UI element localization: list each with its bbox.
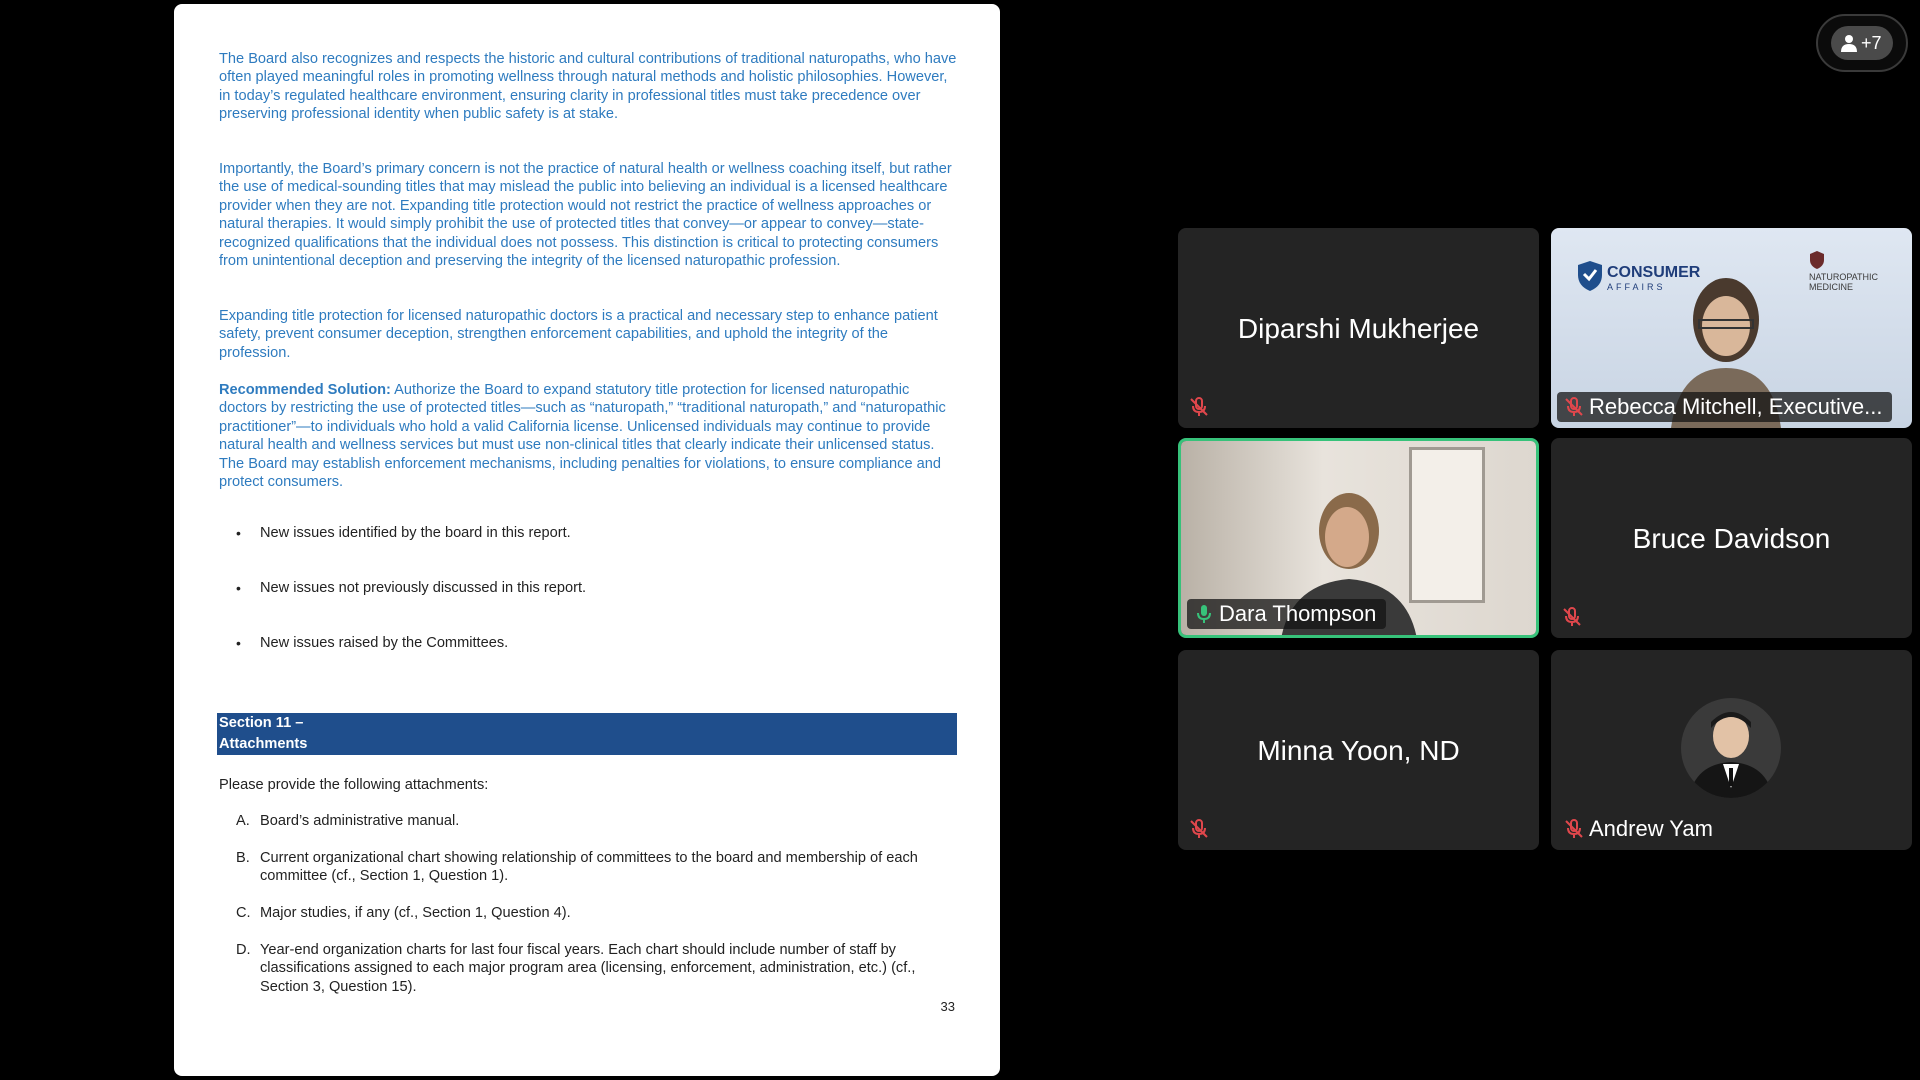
participant-tile-active-speaker[interactable] <box>1178 438 1539 638</box>
participant-name: Dara Thompson <box>1219 601 1377 626</box>
attachment-letter: A. <box>236 813 250 829</box>
participants-count-badge <box>1831 26 1893 60</box>
section-title-line1: Section 11 – <box>219 715 304 731</box>
participant-name-label <box>1557 392 1892 422</box>
doc-paragraph-1: The Board also recognizes and respects the historic and cultural contributions of traditional naturopaths, who have often played meaningful roles in promoting wellness through natural methods and holistic philosophies. However, in today’s regulated healthcare environment, ensuring clarity in professional titles must take precedence over preserving professional identity when public safety is at stake. <box>219 51 957 123</box>
participant-tile[interactable] <box>1551 228 1912 428</box>
bullet-item: • New issues identified by the board in this report. <box>236 524 936 579</box>
attachment-item <box>236 849 956 886</box>
active-mic-icon <box>1193 603 1215 625</box>
background-logo-subtext: AFFAIRS <box>1607 282 1666 292</box>
attachment-letter: D. <box>236 942 251 958</box>
attachment-item <box>236 904 956 922</box>
section-title-line2: Attachments <box>219 736 308 752</box>
recommended-solution-text: Authorize the Board to expand statutory title protection for licensed naturopathic doctors by restricting the use of protected titles—such as “naturopath,” “traditional naturopath,” and “naturopathic practitioner”—to individuals who hold a valid California license. Unlicensed individuals may continue to provide natural health and wellness services but must use non-clinical titles that clearly indicate their unlicensed status. The Board may establish enforcement mechanisms, including penalties for violations, to ensure compliance and protect consumers. <box>219 382 946 491</box>
attachment-item <box>236 812 956 830</box>
attachments-list <box>236 941 956 996</box>
attachments-intro: Please provide the following attachments: <box>219 777 489 793</box>
muted-mic-icon <box>1563 396 1585 418</box>
muted-mic-icon <box>1188 396 1210 418</box>
attachments-list <box>236 849 956 886</box>
muted-mic-icon <box>1188 818 1210 840</box>
participant-name: Minna Yoon, ND <box>1257 735 1460 766</box>
person-icon <box>1839 33 1859 53</box>
background-logo-text: CONSUMER <box>1607 264 1701 281</box>
participant-name-label <box>1557 814 1723 844</box>
attachment-letter: B. <box>236 850 250 866</box>
attachment-text: Major studies, if any (cf., Section 1, Question 4). <box>260 905 571 921</box>
participant-name: Andrew Yam <box>1589 816 1713 841</box>
participants-overflow-count: +7 <box>1861 33 1882 53</box>
attachment-item <box>236 941 956 996</box>
shield-logo-icon <box>1577 260 1603 292</box>
muted-mic-icon <box>1561 606 1583 628</box>
section-11-heading <box>217 713 957 755</box>
attachments-list <box>236 904 956 922</box>
background-logo-text: NATUROPATHIC MEDICINE <box>1809 272 1878 292</box>
attachment-text: Year-end organization charts for last four fiscal years. Each chart should include number of staff by classifications assigned to each major program area (licensing, enforcement, administration, etc.) (cf., Section 3, Question 15). <box>260 942 916 995</box>
participant-name: Diparshi Mukherjee <box>1237 313 1480 344</box>
bullet-item: • New issues not previously discussed in this report. <box>236 579 936 634</box>
doc-paragraph-2: Importantly, the Board’s primary concern is not the practice of natural health or wellness coaching itself, but rather the use of medical-sounding titles that may mislead the public into believing an individual is a licensed healthcare provider when they are not. Expanding title protection would not restrict the practice of wellness approaches or natural therapies. It would simply prohibit the use of protected titles that convey—or appear to convey—state-recognized qualifications that the individual does not possess. This distinction is critical to protecting consumers from unintentional deception and preserving the integrity of the licensed naturopathic profession. <box>219 161 952 270</box>
participants-count-button[interactable] <box>1816 14 1908 72</box>
participant-name: Rebecca Mitchell, Executive... <box>1589 394 1883 419</box>
participant-tile[interactable] <box>1551 438 1912 638</box>
bullet-item: • New issues raised by the Committees. <box>236 634 936 689</box>
avatar <box>1681 698 1781 798</box>
attachment-text: Board’s administrative manual. <box>260 813 460 829</box>
recommended-solution-label: Recommended Solution: <box>219 382 391 398</box>
seal-logo-icon <box>1809 250 1825 270</box>
participant-name-label <box>1187 599 1386 629</box>
doc-recommended-solution <box>219 381 959 491</box>
shared-document-page <box>174 4 1000 1076</box>
attachment-letter: C. <box>236 905 251 921</box>
attachment-text: Current organizational chart showing relationship of committees to the board and membership of each committee (cf., Section 1, Question 1). <box>260 850 918 885</box>
participant-name: Bruce Davidson <box>1632 523 1831 554</box>
doc-paragraph-3: Expanding title protection for licensed naturopathic doctors is a practical and necessary step to enhance patient safety, prevent consumer deception, strengthen enforcement capabilities, and uphold the integrity of the profession. <box>219 308 938 361</box>
participant-tile[interactable] <box>1178 650 1539 850</box>
page-number: 33 <box>940 999 955 1014</box>
attachments-list <box>236 812 956 830</box>
participant-tile[interactable] <box>1178 228 1539 428</box>
muted-mic-icon <box>1563 818 1585 840</box>
issues-bullet-list <box>236 524 936 689</box>
participant-tile[interactable] <box>1551 650 1912 850</box>
